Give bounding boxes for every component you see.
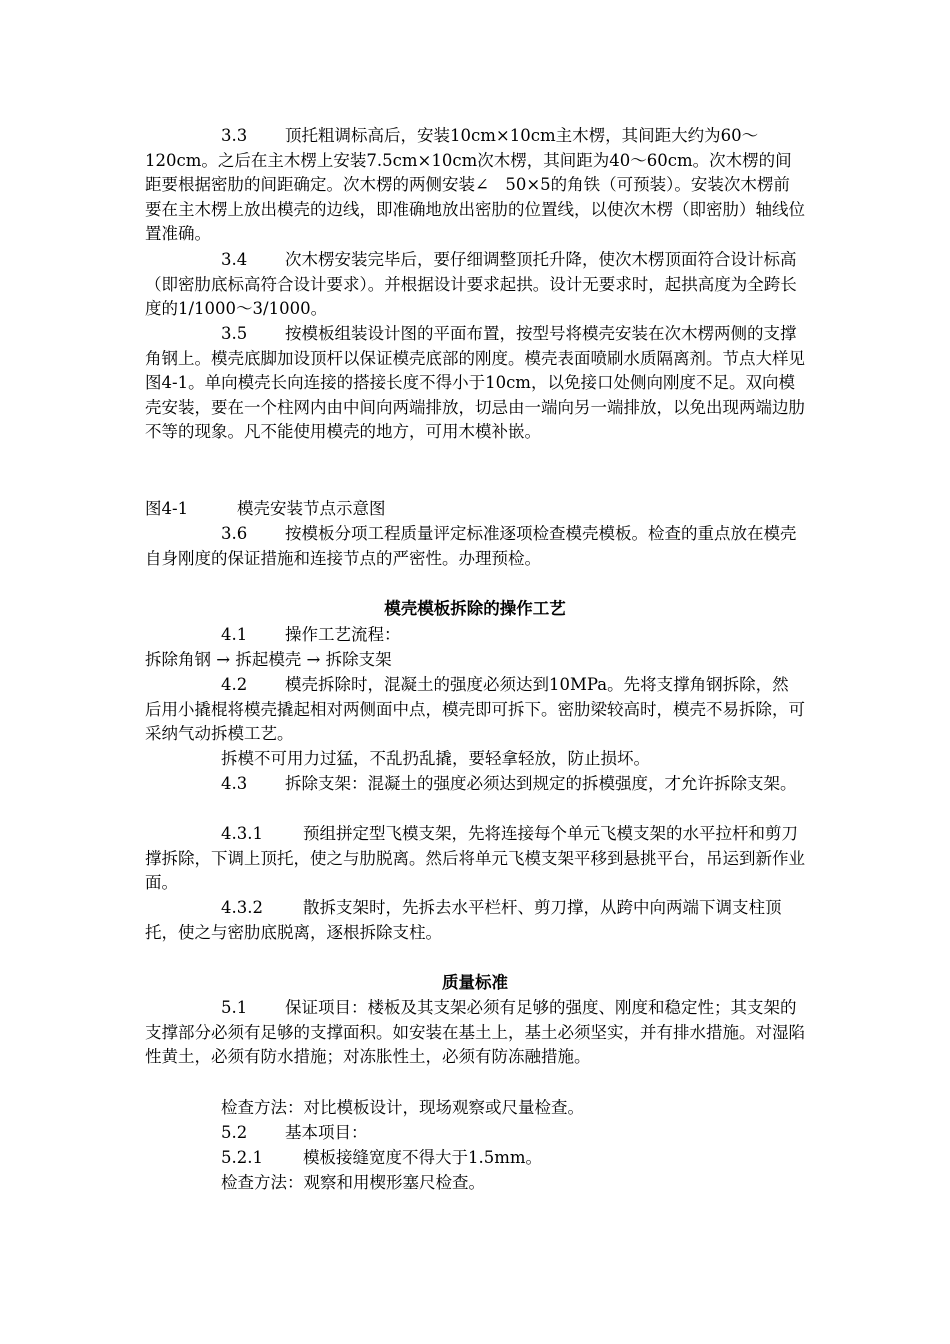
paragraph-5-1 xyxy=(145,996,805,1070)
section-number: 3.6 xyxy=(221,524,248,543)
figure-caption xyxy=(145,497,805,522)
paragraph-5-2 xyxy=(145,1121,805,1146)
section-heading-quality: 质量标准 xyxy=(442,973,508,992)
paragraph-text: 模板接缝宽度不得大于1.5mm。 xyxy=(303,1148,543,1167)
paragraph-text: 顶托粗调标高后，安装10cm×10cm主木楞，其间距大约为60～120cm。之后在主木楞上安装7.5cm×10cm次木楞，其间距为40～60cm。次木楞的间距要根据密肋的间距确定。次木楞的两侧安装∠ 50×5的角铁（可预装）。安装次木楞前要在主木楞上放出模壳的边线，即准确地放出密肋的位置线，以使次木楞（即密肋）轴线位置准确。 xyxy=(145,126,805,243)
section-number: 4.3.2 xyxy=(221,898,263,917)
paragraph-4-3 xyxy=(145,772,805,797)
paragraph-text: 保证项目：楼板及其支架必须有足够的强度、刚度和稳定性；其支架的支撑部分必须有足够的支撑面积。如安装在基土上，基土必须坚实，并有排水措施。对湿陷性黄土，必须有防水措施；对冻胀性土，必须有防冻融措施。 xyxy=(145,998,805,1066)
paragraph-3-3 xyxy=(145,124,805,247)
paragraph-text: 次木楞安装完毕后，要仔细调整顶托升降，使次木楞顶面符合设计标高（即密肋底标高符合设计要求）。并根据设计要求起拱。设计无要求时，起拱高度为全跨长度的1/1000～3/1000。 xyxy=(145,250,797,318)
section-number: 5.2.1 xyxy=(221,1148,263,1167)
paragraph-4-3-2 xyxy=(145,896,805,945)
paragraph-4-2-note: 拆模不可用力过猛，不乱扔乱撬，要轻拿轻放，防止损坏。 xyxy=(221,749,650,768)
figure-caption-text: 模壳安装节点示意图 xyxy=(237,499,386,518)
section-number: 5.2 xyxy=(221,1123,248,1142)
section-number: 4.1 xyxy=(221,625,248,644)
section-number: 3.3 xyxy=(221,126,248,145)
paragraph-3-4 xyxy=(145,248,805,322)
paragraph-text: 预组拼定型飞模支架，先将连接每个单元飞模支架的水平拉杆和剪刀撑拆除，下调上顶托，使之与肋脱离。然后将单元飞模支架平移到悬挑平台，吊运到新作业面。 xyxy=(145,824,805,892)
paragraph-text: 基本项目： xyxy=(285,1123,368,1142)
paragraph-5-2-1 xyxy=(145,1146,805,1171)
paragraph-3-5 xyxy=(145,322,805,445)
paragraph-text: 拆除支架：混凝土的强度必须达到规定的拆模强度，才允许拆除支架。 xyxy=(285,774,797,793)
section-heading-removal: 模壳模板拆除的操作工艺 xyxy=(384,599,566,618)
section-number: 3.5 xyxy=(221,324,248,343)
inspection-method-5-2-1: 检查方法：观察和用楔形塞尺检查。 xyxy=(221,1173,485,1192)
paragraph-3-6 xyxy=(145,522,805,571)
section-number: 4.3 xyxy=(221,774,248,793)
section-number: 4.3.1 xyxy=(221,824,263,843)
figure-number: 图4-1 xyxy=(145,499,189,518)
paragraph-text: 散拆支架时，先拆去水平栏杆、剪刀撑，从跨中向两端下调支柱顶托，使之与密肋底脱离，逐根拆除支柱。 xyxy=(145,898,782,942)
paragraph-text: 操作工艺流程： xyxy=(285,625,401,644)
section-number: 4.2 xyxy=(221,675,248,694)
paragraph-text: 按模板分项工程质量评定标准逐项检查模壳模板。检查的重点放在模壳自身刚度的保证措施和连接节点的严密性。办理预检。 xyxy=(145,524,797,568)
process-flow: 拆除角钢 → 拆起模壳 → 拆除支架 xyxy=(145,650,392,669)
section-number: 5.1 xyxy=(221,998,248,1017)
paragraph-text: 模壳拆除时，混凝土的强度必须达到10MPa。先将支撑角钢拆除，然后用小撬棍将模壳撬起相对两侧面中点，模壳即可拆下。密肋梁较高时，模壳不易拆除，可采纳气动拆模工艺。 xyxy=(145,675,805,743)
section-number: 3.4 xyxy=(221,250,248,269)
paragraph-4-1 xyxy=(145,623,805,648)
paragraph-text: 按模板组装设计图的平面布置，按型号将模壳安装在次木楞两侧的支撑角钢上。模壳底脚加设顶杆以保证模壳底部的刚度。模壳表面喷刷水质隔离剂。节点大样见图4-1。单向模壳长向连接的搭接长度不得小于10cm，以免接口处侧向刚度不足。双向模壳安装，要在一个柱网内由中间向两端排放，切忌由一端向另一端排放，以免出现两端边肋不等的现象。凡不能使用模壳的地方，可用木模补嵌。 xyxy=(145,324,805,441)
paragraph-4-3-1 xyxy=(145,822,805,896)
inspection-method-5-1: 检查方法：对比模板设计，现场观察或尺量检查。 xyxy=(221,1098,584,1117)
paragraph-4-2 xyxy=(145,673,805,747)
